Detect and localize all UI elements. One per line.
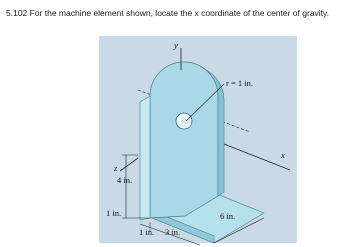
- bottom-3in-label: 3 in.: [165, 227, 181, 237]
- x-axis-label: x: [281, 150, 285, 160]
- upright-front-face: [150, 62, 218, 218]
- y-axis-label: y: [174, 40, 178, 50]
- length-6in-label: 6 in.: [220, 211, 236, 221]
- height-4in-label: 4 in.: [117, 175, 133, 185]
- z-axis-label: z: [114, 163, 118, 173]
- problem-statement: 5.102 For the machine element shown, locate the x coordinate of the center of gravity.: [6, 8, 330, 18]
- thickness-1in-label: 1 in.: [106, 208, 122, 218]
- radius-label: r = 1 in.: [226, 78, 253, 88]
- upright-left-edge: [140, 96, 150, 220]
- bottom-1in-label: 1 in.: [139, 227, 155, 237]
